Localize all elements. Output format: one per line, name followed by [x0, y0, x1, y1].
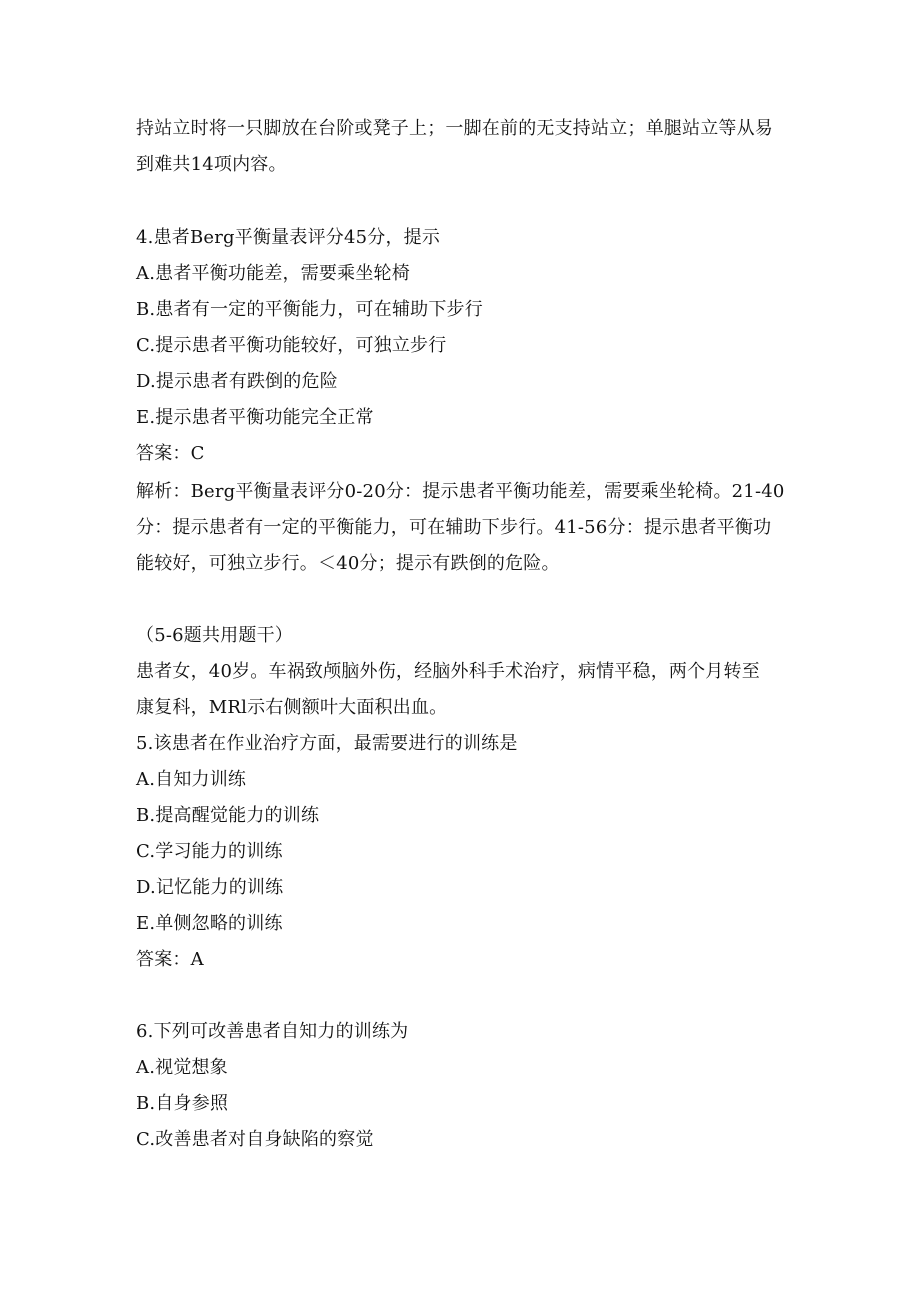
question-5-option-d: D.记忆能力的训练 — [136, 877, 284, 898]
question-5-answer: 答案：A — [136, 949, 204, 970]
question-4-analysis-line-3: 能较好，可独立步行。＜40分；提示有跌倒的危险。 — [136, 553, 560, 574]
intro-line-1: 持站立时将一只脚放在台阶或凳子上；一脚在前的无支持站立；单腿站立等从易 — [136, 118, 773, 139]
question-4-answer: 答案：C — [136, 443, 205, 464]
shared-stem-header: （5-6题共用题干） — [136, 625, 293, 646]
question-4-option-e: E.提示患者平衡功能完全正常 — [136, 407, 374, 428]
question-5-stem: 5.该患者在作业治疗方面，最需要进行的训练是 — [136, 733, 518, 754]
question-5-option-b: B.提高醒觉能力的训练 — [136, 805, 320, 826]
question-4-option-c: C.提示患者平衡功能较好，可独立步行 — [136, 335, 447, 356]
question-5-option-e: E.单侧忽略的训练 — [136, 913, 283, 934]
question-5-option-a: A.自知力训练 — [136, 769, 247, 790]
shared-stem-line-1: 患者女，40岁。车祸致颅脑外伤，经脑外科手术治疗，病情平稳，两个月转至 — [136, 661, 760, 682]
question-6-option-c: C.改善患者对自身缺陷的察觉 — [136, 1129, 374, 1150]
question-4-analysis-line-1: 解析：Berg平衡量表评分0-20分：提示患者平衡功能差，需要乘坐轮椅。21-40 — [136, 481, 785, 502]
question-4-option-a: A.患者平衡功能差，需要乘坐轮椅 — [136, 263, 410, 284]
question-6-option-a: A.视觉想象 — [136, 1057, 228, 1078]
question-4-option-d: D.提示患者有跌倒的危险 — [136, 371, 338, 392]
intro-line-2: 到难共14项内容。 — [136, 154, 287, 175]
question-6-option-b: B.自身参照 — [136, 1093, 229, 1114]
question-4-option-b: B.患者有一定的平衡能力，可在辅助下步行 — [136, 299, 483, 320]
question-5-option-c: C.学习能力的训练 — [136, 841, 283, 862]
question-6-stem: 6.下列可改善患者自知力的训练为 — [136, 1021, 409, 1042]
question-4-stem: 4.患者Berg平衡量表评分45分，提示 — [136, 227, 441, 248]
question-4-analysis-line-2: 分：提示患者有一定的平衡能力，可在辅助下步行。41-56分：提示患者平衡功 — [136, 517, 772, 538]
shared-stem-line-2: 康复科，MRl示右侧额叶大面积出血。 — [136, 697, 448, 718]
